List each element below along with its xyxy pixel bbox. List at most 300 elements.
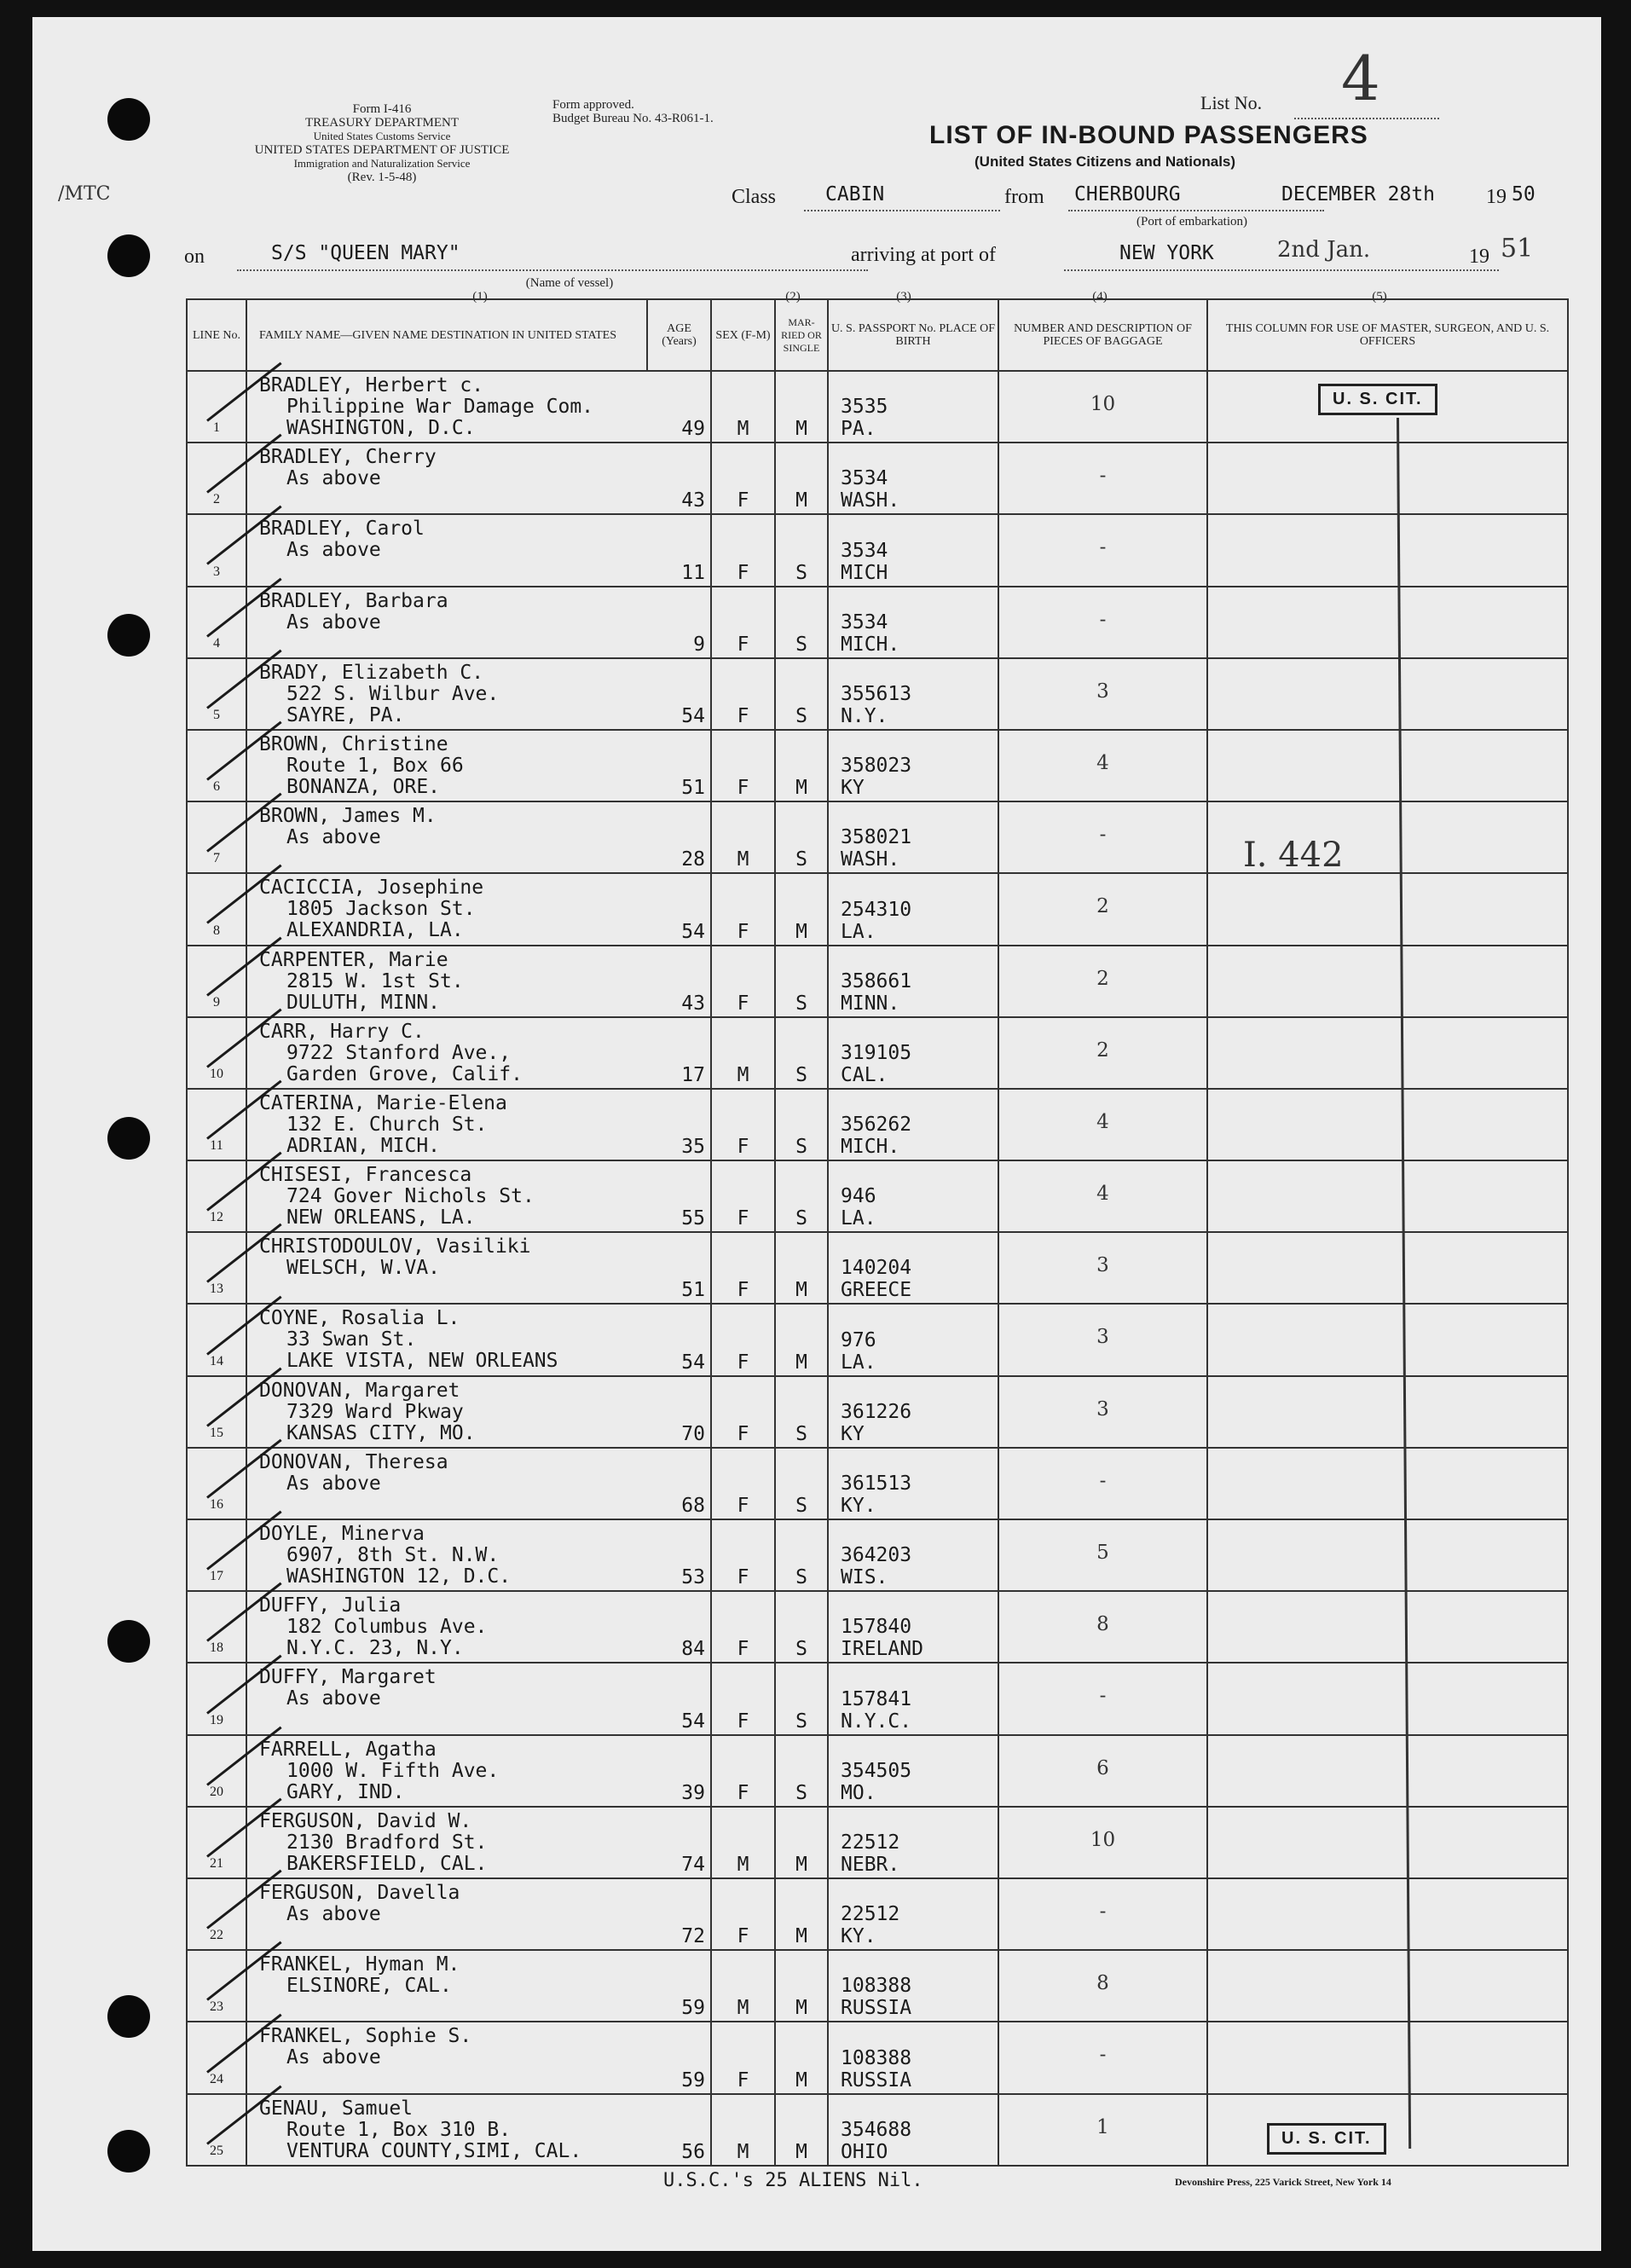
destination-line-1: 7329 Ward Pkway (286, 1400, 464, 1423)
officer-cell (1207, 1160, 1568, 1232)
passenger-name: CHISESI, Francesca (259, 1164, 472, 1187)
place-of-birth: N.Y. (841, 704, 888, 727)
passport-number: 157840 (841, 1616, 912, 1639)
line-number: 11 (210, 1138, 223, 1154)
marital-cell (775, 873, 828, 945)
passenger-age: 43 (681, 992, 705, 1015)
table-row (187, 1017, 1568, 1089)
sex-cell (711, 2094, 775, 2166)
passenger-sex: M (737, 1063, 749, 1086)
line-number: 20 (210, 1784, 223, 1799)
destination-line-1: 1000 W. Fifth Ave. (286, 1759, 500, 1782)
marital-cell (775, 514, 828, 586)
place-of-birth: KY. (841, 1495, 876, 1517)
marital-cell (775, 1448, 828, 1519)
baggage-cell (998, 1448, 1207, 1519)
marital-status: S (795, 1566, 807, 1589)
marital-cell (775, 801, 828, 873)
arrival-date: 2nd Jan. (1277, 237, 1371, 263)
form-number: Form I-416 (352, 102, 412, 116)
place-of-birth: MICH. (841, 1136, 900, 1159)
ins-service: Immigration and Naturalization Service (293, 157, 471, 170)
officer-cell (1207, 1591, 1568, 1663)
baggage-count: 2 (1096, 967, 1109, 990)
marital-cell (775, 1807, 828, 1878)
destination-line-2: BONANZA, ORE. (286, 775, 441, 798)
officer-cell (1207, 1519, 1568, 1591)
baggage-count: 6 (1096, 1756, 1109, 1779)
passenger-sex: F (737, 1781, 749, 1804)
baggage-cell (998, 1304, 1207, 1375)
passenger-name: BRADY, Elizabeth C. (259, 661, 484, 684)
baggage-count: - (1099, 536, 1107, 559)
marital-status: S (795, 561, 807, 584)
passenger-sex: F (737, 1566, 749, 1589)
passenger-age: 43 (681, 489, 705, 512)
class-label: Class (732, 186, 777, 208)
passport-cell (828, 371, 998, 443)
passport-cell (828, 1807, 998, 1878)
marital-cell (775, 1160, 828, 1232)
manifest-page (32, 17, 1601, 2251)
destination-line-2: GARY, IND. (286, 1780, 405, 1803)
marital-status: S (795, 1063, 807, 1086)
passport-number: 3534 (841, 467, 888, 490)
destination-line-1: 33 Swan St. (286, 1328, 417, 1351)
punch-hole (107, 234, 150, 277)
baggage-count: 4 (1096, 751, 1109, 774)
baggage-count: 8 (1096, 1972, 1109, 1995)
line-cell (187, 1807, 246, 1878)
table-row (187, 514, 1568, 586)
marital-cell (775, 1232, 828, 1304)
marital-cell (775, 587, 828, 658)
baggage-cell (998, 443, 1207, 514)
passport-number: 361226 (841, 1400, 912, 1423)
passenger-age: 56 (681, 2140, 705, 2163)
line-number: 7 (213, 851, 220, 866)
punch-hole (107, 1117, 150, 1160)
form-approved: Form approved. (552, 98, 634, 112)
line-cell (187, 2022, 246, 2093)
sex-cell (711, 514, 775, 586)
vessel-name: S/S "QUEEN MARY" (271, 242, 460, 264)
line-cell (187, 1017, 246, 1089)
passport-number: 355613 (841, 682, 912, 705)
passport-number: 364203 (841, 1544, 912, 1567)
header-married: MAR-RIED OR SINGLE (775, 299, 828, 371)
passenger-age: 51 (681, 777, 705, 800)
table-row (187, 1232, 1568, 1304)
customs-service: United States Customs Service (313, 130, 451, 142)
line-cell (187, 1089, 246, 1160)
col-number-4: (4) (1092, 290, 1108, 304)
arriving-label: arriving at port of (851, 244, 996, 266)
passenger-name: FRANKEL, Hyman M. (259, 1953, 460, 1976)
header-passport: U. S. PASSPORT No. PLACE OF BIRTH (828, 299, 998, 371)
destination-line-1: As above (286, 539, 381, 562)
sex-cell (711, 1304, 775, 1375)
baggage-cell (998, 801, 1207, 873)
table-row (187, 1807, 1568, 1878)
baggage-cell (998, 1663, 1207, 1734)
table-row (187, 1878, 1568, 1950)
baggage-cell (998, 1591, 1207, 1663)
passenger-name: FRANKEL, Sophie S. (259, 2025, 472, 2048)
passport-cell (828, 730, 998, 801)
passport-number: 358023 (841, 755, 912, 778)
marital-status: S (795, 992, 807, 1015)
marital-status: M (795, 777, 807, 800)
place-of-birth: GREECE (841, 1279, 912, 1302)
passport-cell (828, 443, 998, 514)
baggage-count: - (1099, 2044, 1107, 2067)
passport-cell (828, 1448, 998, 1519)
baggage-count: - (1099, 1469, 1107, 1492)
name-cell (246, 443, 711, 514)
destination-line-2: Garden Grove, Calif. (286, 1062, 523, 1085)
passenger-age: 39 (681, 1781, 705, 1804)
sex-cell (711, 658, 775, 730)
baggage-count: 2 (1096, 1039, 1109, 1062)
line-cell (187, 443, 246, 514)
line-cell (187, 801, 246, 873)
destination-line-1: 522 S. Wilbur Ave. (286, 682, 500, 705)
marital-status: S (795, 633, 807, 656)
table-row (187, 587, 1568, 658)
destination-line-1: As above (286, 610, 381, 634)
marital-status: S (795, 1781, 807, 1804)
destination-line-1: As above (286, 2046, 381, 2069)
marital-cell (775, 1950, 828, 2022)
passenger-age: 74 (681, 1853, 705, 1876)
table-row (187, 1448, 1568, 1519)
passenger-age: 72 (681, 1925, 705, 1948)
officer-cell (1207, 2022, 1568, 2093)
sex-cell (711, 1160, 775, 1232)
passport-number: 356262 (841, 1114, 912, 1137)
name-cell (246, 1089, 711, 1160)
baggage-count: 10 (1090, 1828, 1116, 1851)
marital-status: S (795, 1136, 807, 1159)
passenger-sex: F (737, 920, 749, 943)
place-of-birth: KY (841, 777, 865, 800)
destination-line-2: KANSAS CITY, MO. (286, 1421, 476, 1444)
place-of-birth: N.Y.C. (841, 1710, 912, 1733)
passport-number: 3534 (841, 610, 888, 634)
revision: (Rev. 1-5-48) (347, 171, 417, 184)
officer-cell (1207, 2094, 1568, 2166)
sex-cell (711, 730, 775, 801)
marital-status: M (795, 418, 807, 441)
baggage-cell (998, 1735, 1207, 1807)
place-of-birth: RUSSIA (841, 1997, 912, 2020)
passport-number: 319105 (841, 1041, 912, 1064)
officer-cell (1207, 873, 1568, 945)
passenger-sex: F (737, 1495, 749, 1517)
place-of-birth: MICH (841, 561, 888, 584)
printer-credit: Devonshire Press, 225 Varick Street, New York 14 (1175, 2176, 1391, 2188)
table-row (187, 1160, 1568, 1232)
destination-line-2: WELSCH, W.VA. (286, 1257, 441, 1280)
line-cell (187, 1448, 246, 1519)
passenger-name: BRADLEY, Herbert c. (259, 374, 484, 396)
destination-line-2: WASHINGTON 12, D.C. (286, 1565, 512, 1588)
passport-cell (828, 658, 998, 730)
line-cell (187, 1519, 246, 1591)
passenger-sex: F (737, 633, 749, 656)
class-underline (804, 210, 1000, 211)
baggage-cell (998, 946, 1207, 1017)
passenger-name: FERGUSON, Davella (259, 1881, 460, 1904)
list-no-value: 4 (1341, 43, 1380, 114)
passport-cell (828, 1878, 998, 1950)
marital-status: S (795, 1638, 807, 1661)
passenger-age: 54 (681, 704, 705, 727)
line-number: 21 (210, 1855, 223, 1871)
passenger-name: COYNE, Rosalia L. (259, 1307, 460, 1330)
officer-cell (1207, 658, 1568, 730)
passenger-name: CACICCIA, Josephine (259, 877, 484, 900)
marital-cell (775, 1304, 828, 1375)
name-cell (246, 371, 711, 443)
passport-number: 361513 (841, 1472, 912, 1495)
name-cell (246, 1017, 711, 1089)
destination-line-1: Route 1, Box 310 B. (286, 2118, 512, 2141)
line-cell (187, 1950, 246, 2022)
baggage-count: 4 (1096, 1110, 1109, 1133)
line-cell (187, 587, 246, 658)
port-underline (1064, 269, 1499, 271)
destination-line-1: As above (286, 826, 381, 849)
sex-cell (711, 1807, 775, 1878)
passport-cell (828, 946, 998, 1017)
marital-status: M (795, 1853, 807, 1876)
passenger-sex: M (737, 2140, 749, 2163)
marital-cell (775, 2094, 828, 2166)
destination-line-1: Philippine War Damage Com. (286, 396, 594, 418)
line-number: 16 (210, 1497, 223, 1512)
line-cell (187, 1663, 246, 1734)
place-of-birth: NEBR. (841, 1853, 900, 1876)
name-cell (246, 873, 711, 945)
punch-hole (107, 1620, 150, 1663)
marital-cell (775, 1878, 828, 1950)
place-of-birth: WIS. (841, 1566, 888, 1589)
baggage-count: 5 (1096, 1542, 1109, 1564)
place-of-birth: KY. (841, 1925, 876, 1948)
passenger-name: CARPENTER, Marie (259, 948, 448, 971)
budget-bureau: Budget Bureau No. 43-R061-1. (552, 112, 714, 125)
officer-cell (1207, 1950, 1568, 2022)
baggage-count: - (1099, 1685, 1107, 1708)
name-cell (246, 1591, 711, 1663)
destination-line-1: 2815 W. 1st St. (286, 969, 464, 992)
line-cell (187, 2094, 246, 2166)
name-cell (246, 2094, 711, 2166)
name-cell (246, 2022, 711, 2093)
marital-cell (775, 371, 828, 443)
marital-status: M (795, 1279, 807, 1302)
place-of-birth: LA. (841, 1207, 876, 1230)
passenger-sex: F (737, 1136, 749, 1159)
table-row (187, 1591, 1568, 1663)
place-of-birth: MICH. (841, 633, 900, 656)
col-number-3: (3) (896, 290, 911, 304)
passport-cell (828, 1089, 998, 1160)
passenger-name: DUFFY, Margaret (259, 1666, 437, 1689)
passenger-age: 53 (681, 1566, 705, 1589)
baggage-cell (998, 2022, 1207, 2093)
line-number: 23 (210, 1999, 223, 2015)
officer-note: I. 442 (1243, 836, 1344, 875)
baggage-count: 10 (1090, 393, 1116, 415)
line-cell (187, 1735, 246, 1807)
totals-note: U.S.C.'s 25 ALIENS Nil. (663, 2170, 923, 2191)
passport-cell (828, 587, 998, 658)
header-age: AGE (Years) (647, 299, 711, 371)
name-cell (246, 1160, 711, 1232)
passenger-sex: M (737, 418, 749, 441)
line-cell (187, 1376, 246, 1448)
marital-status: M (795, 1925, 807, 1948)
baggage-cell (998, 371, 1207, 443)
name-cell (246, 658, 711, 730)
passport-cell (828, 2022, 998, 2093)
arrival-port: NEW YORK (1119, 242, 1214, 264)
passenger-sex: F (737, 704, 749, 727)
marital-cell (775, 1519, 828, 1591)
passport-cell (828, 1376, 998, 1448)
place-of-birth: KY (841, 1422, 865, 1445)
passport-number: 976 (841, 1328, 876, 1351)
baggage-count: 3 (1096, 1254, 1109, 1277)
marital-status: S (795, 1207, 807, 1230)
passenger-name: BROWN, James M. (259, 805, 437, 828)
officer-cell (1207, 1735, 1568, 1807)
officer-cell (1207, 1448, 1568, 1519)
officer-cell (1207, 1089, 1568, 1160)
line-cell (187, 1878, 246, 1950)
line-number: 18 (210, 1640, 223, 1656)
passenger-sex: F (737, 1351, 749, 1374)
baggage-count: - (1099, 1900, 1107, 1923)
name-cell (246, 1878, 711, 1950)
header-sex: SEX (F-M) (711, 299, 775, 371)
header-name: FAMILY NAME—GIVEN NAME DESTINATION IN UNITED STATES (246, 299, 647, 371)
baggage-count: - (1099, 608, 1107, 631)
baggage-cell (998, 1376, 1207, 1448)
marital-status: M (795, 1997, 807, 2020)
passenger-sex: M (737, 848, 749, 871)
marital-status: M (795, 489, 807, 512)
passport-number: 157841 (841, 1687, 912, 1710)
table-row (187, 1519, 1568, 1591)
passenger-name: CATERINA, Marie-Elena (259, 1091, 507, 1114)
passenger-age: 54 (681, 1710, 705, 1733)
passenger-age: 84 (681, 1638, 705, 1661)
embarkation-note: (Port of embarkation) (1136, 215, 1247, 229)
header-baggage: NUMBER AND DESCRIPTION OF PIECES OF BAGGAGE (998, 299, 1207, 371)
marital-cell (775, 658, 828, 730)
baggage-cell (998, 1807, 1207, 1878)
line-number: 19 (210, 1712, 223, 1727)
passenger-sex: F (737, 992, 749, 1015)
marital-status: M (795, 1351, 807, 1374)
passenger-name: DONOVAN, Theresa (259, 1450, 448, 1473)
marital-cell (775, 1089, 828, 1160)
name-cell (246, 1950, 711, 2022)
destination-line-1: 2130 Bradford St. (286, 1831, 488, 1854)
passenger-sex: M (737, 1997, 749, 2020)
passenger-sex: F (737, 1710, 749, 1733)
baggage-cell (998, 1878, 1207, 1950)
line-cell (187, 658, 246, 730)
sex-cell (711, 1089, 775, 1160)
name-cell (246, 587, 711, 658)
table-header-row (187, 299, 1568, 371)
baggage-count: 3 (1096, 1326, 1109, 1349)
passport-number: 358021 (841, 826, 912, 849)
passenger-table (186, 298, 1569, 2167)
passenger-age: 49 (681, 418, 705, 441)
line-number: 4 (213, 635, 220, 651)
destination-line-2: DULUTH, MINN. (286, 991, 441, 1014)
marital-cell (775, 1591, 828, 1663)
place-of-birth: LA. (841, 1351, 876, 1374)
line-cell (187, 1591, 246, 1663)
place-of-birth: WASH. (841, 489, 900, 512)
marital-cell (775, 1376, 828, 1448)
sex-cell (711, 801, 775, 873)
passport-number: 358661 (841, 969, 912, 992)
destination-line-1: As above (286, 1902, 381, 1925)
passenger-name: BRADLEY, Carol (259, 518, 425, 541)
line-number: 25 (210, 2143, 223, 2158)
passport-cell (828, 873, 998, 945)
passport-cell (828, 1735, 998, 1807)
sex-cell (711, 1017, 775, 1089)
place-of-birth: IRELAND (841, 1638, 923, 1661)
passport-cell (828, 2094, 998, 2166)
baggage-cell (998, 1089, 1207, 1160)
passport-number: 22512 (841, 1831, 900, 1854)
marital-cell (775, 2022, 828, 2093)
vessel-note: (Name of vessel) (525, 276, 614, 290)
form-info-block (169, 102, 595, 184)
name-cell (246, 1304, 711, 1375)
baggage-cell (998, 730, 1207, 801)
line-number: 9 (213, 994, 220, 1010)
destination-line-2: ADRIAN, MICH. (286, 1134, 441, 1157)
officer-cell (1207, 443, 1568, 514)
passenger-name: FARRELL, Agatha (259, 1738, 437, 1761)
name-cell (246, 1376, 711, 1448)
baggage-count: 4 (1096, 1183, 1109, 1206)
officer-cell (1207, 1878, 1568, 1950)
sex-cell (711, 873, 775, 945)
destination-line-2: ELSINORE, CAL. (286, 1975, 452, 1998)
destination-line-2: NEW ORLEANS, LA. (286, 1206, 476, 1229)
line-number: 6 (213, 779, 220, 795)
passport-number: 108388 (841, 2046, 912, 2069)
passport-cell (828, 1663, 998, 1734)
baggage-count: 1 (1096, 2115, 1109, 2138)
line-cell (187, 1304, 246, 1375)
passenger-sex: F (737, 489, 749, 512)
passport-cell (828, 1519, 998, 1591)
baggage-cell (998, 658, 1207, 730)
